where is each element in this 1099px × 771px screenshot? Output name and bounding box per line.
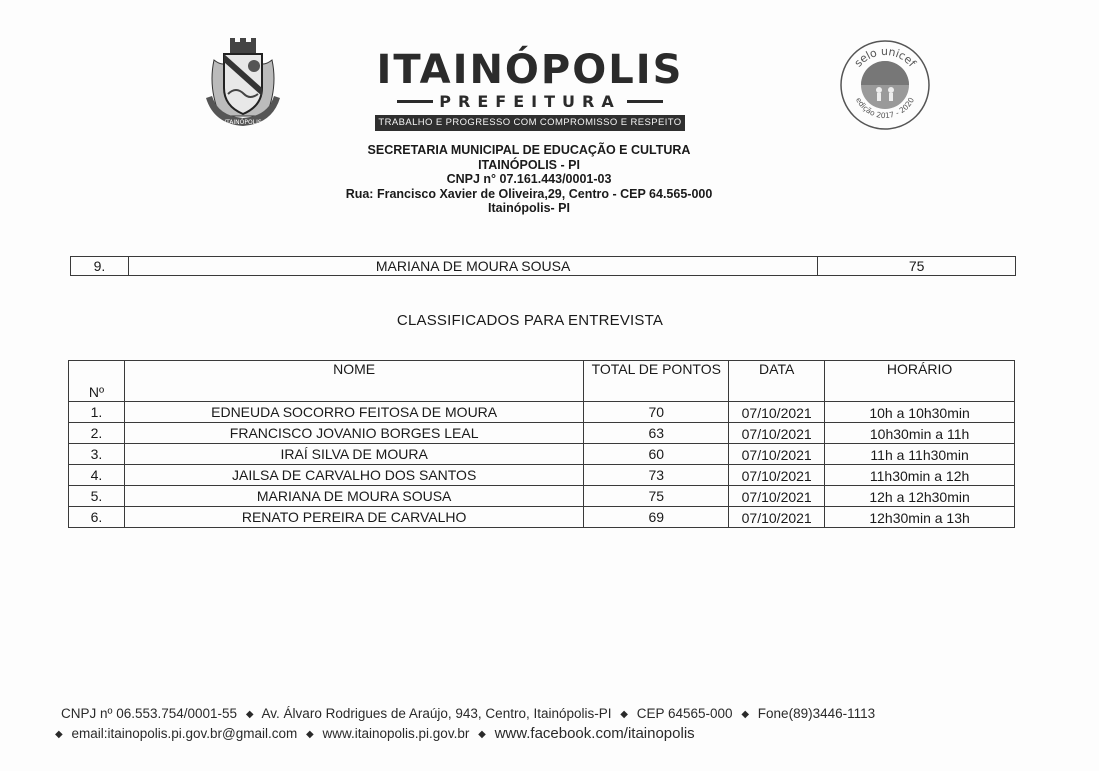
row-number: 3. <box>69 444 125 465</box>
row-points: 69 <box>584 507 729 528</box>
row-points: 73 <box>584 465 729 486</box>
logo-motto: TRABALHO E PROGRESSO COM COMPROMISSO E RESPEITO <box>375 115 685 131</box>
organization-info <box>300 143 758 216</box>
diamond-separator-icon: ◆ <box>306 729 314 740</box>
row-points: 75 <box>584 486 729 507</box>
seal-top-text: selo unicef <box>851 44 919 70</box>
header-date: DATA <box>729 361 825 402</box>
row-date: 07/10/2021 <box>729 507 825 528</box>
row-date: 07/10/2021 <box>729 444 825 465</box>
row-date: 07/10/2021 <box>729 423 825 444</box>
coat-banner-text: ITAINÓPOLIS <box>224 119 262 126</box>
row-date: 07/10/2021 <box>729 486 825 507</box>
table-row <box>69 402 1015 423</box>
row-number: 2. <box>69 423 125 444</box>
footer-facebook: www.facebook.com/itainopolis <box>494 725 695 742</box>
row-name: MARIANA DE MOURA SOUSA <box>124 486 583 507</box>
row-name: RENATO PEREIRA DE CARVALHO <box>124 507 583 528</box>
table-row <box>69 507 1015 528</box>
org-line-secretaria: SECRETARIA MUNICIPAL DE EDUCAÇÃO E CULTURA <box>367 143 691 157</box>
row-time: 10h a 10h30min <box>825 402 1015 423</box>
row-number: 1. <box>69 402 125 423</box>
row-number: 5. <box>69 486 125 507</box>
header-time: HORÁRIO <box>825 361 1015 402</box>
footer-website: www.itainopolis.pi.gov.br <box>322 726 470 741</box>
row-score: 75 <box>818 257 1016 276</box>
prefeitura-logo <box>372 47 688 131</box>
logo-subtitle-row <box>372 92 688 111</box>
row-date: 07/10/2021 <box>729 465 825 486</box>
table-row <box>69 444 1015 465</box>
diamond-separator-icon: ◆ <box>478 729 486 740</box>
logo-title: ITAINÓPOLIS <box>376 47 684 93</box>
footer-email: email:itainopolis.pi.gov.br@gmail.com <box>71 726 298 741</box>
header-name: NOME <box>124 361 583 402</box>
row-name: MARIANA DE MOURA SOUSA <box>128 257 817 276</box>
row-points: 63 <box>584 423 729 444</box>
coat-of-arms-icon <box>200 38 286 130</box>
row-time: 12h a 12h30min <box>825 486 1015 507</box>
row-time: 12h30min a 13h <box>825 507 1015 528</box>
row-date: 07/10/2021 <box>729 402 825 423</box>
diamond-separator-icon: ◆ <box>245 709 254 720</box>
footer-cep: CEP 64565-000 <box>636 706 733 721</box>
org-line-address: Rua: Francisco Xavier de Oliveira,29, Centro - CEP 64.565-000 <box>345 186 713 201</box>
interview-schedule-table <box>68 360 1015 528</box>
footer-cnpj: CNPJ nº 06.553.754/0001-55 <box>61 706 238 721</box>
row-name: IRAÍ SILVA DE MOURA <box>124 444 583 465</box>
table-row <box>69 486 1015 507</box>
row-time: 11h30min a 12h <box>825 465 1015 486</box>
row-name: JAILSA DE CARVALHO DOS SANTOS <box>124 465 583 486</box>
table-header-row <box>69 361 1015 402</box>
seal-bottom-text: edição 2017 - 2020 <box>853 95 917 121</box>
table-row <box>69 423 1015 444</box>
row-points: 60 <box>584 444 729 465</box>
logo-rule-right <box>627 100 663 103</box>
footer-address: Av. Álvaro Rodrigues de Araújo, 943, Centro, Itainópolis-PI <box>261 706 612 721</box>
previous-results-table <box>70 256 1016 276</box>
footer-line-1 <box>55 704 1015 724</box>
org-line-cnpj: CNPJ n° 07.161.443/0001-03 <box>446 172 612 186</box>
diamond-separator-icon: ◆ <box>55 729 63 740</box>
diamond-separator-icon: ◆ <box>620 709 628 720</box>
table-row <box>71 257 1016 276</box>
row-time: 10h30min a 11h <box>825 423 1015 444</box>
header-num: Nº <box>69 361 125 402</box>
logo-rule-left <box>397 100 433 103</box>
logo-subtitle: PREFEITURA <box>439 92 621 111</box>
row-name: FRANCISCO JOVANIO BORGES LEAL <box>124 423 583 444</box>
footer-line-2 <box>55 724 1015 744</box>
row-number: 4. <box>69 465 125 486</box>
footer-phone: Fone(89)3446-1113 <box>757 706 876 721</box>
unicef-seal-icon <box>838 38 932 132</box>
row-points: 70 <box>584 402 729 423</box>
table-row <box>69 465 1015 486</box>
row-name: EDNEUDA SOCORRO FEITOSA DE MOURA <box>124 402 583 423</box>
row-time: 11h a 11h30min <box>825 444 1015 465</box>
row-number: 6. <box>69 507 125 528</box>
page-footer <box>55 704 1015 744</box>
org-line-city: ITAINÓPOLIS - PI <box>478 157 580 172</box>
org-line-city-state: Itainópolis- PI <box>488 201 570 215</box>
row-number: 9. <box>71 257 129 276</box>
header-points: TOTAL DE PONTOS <box>584 361 729 402</box>
diamond-separator-icon: ◆ <box>741 709 750 720</box>
section-heading: CLASSIFICADOS PARA ENTREVISTA <box>396 312 664 329</box>
